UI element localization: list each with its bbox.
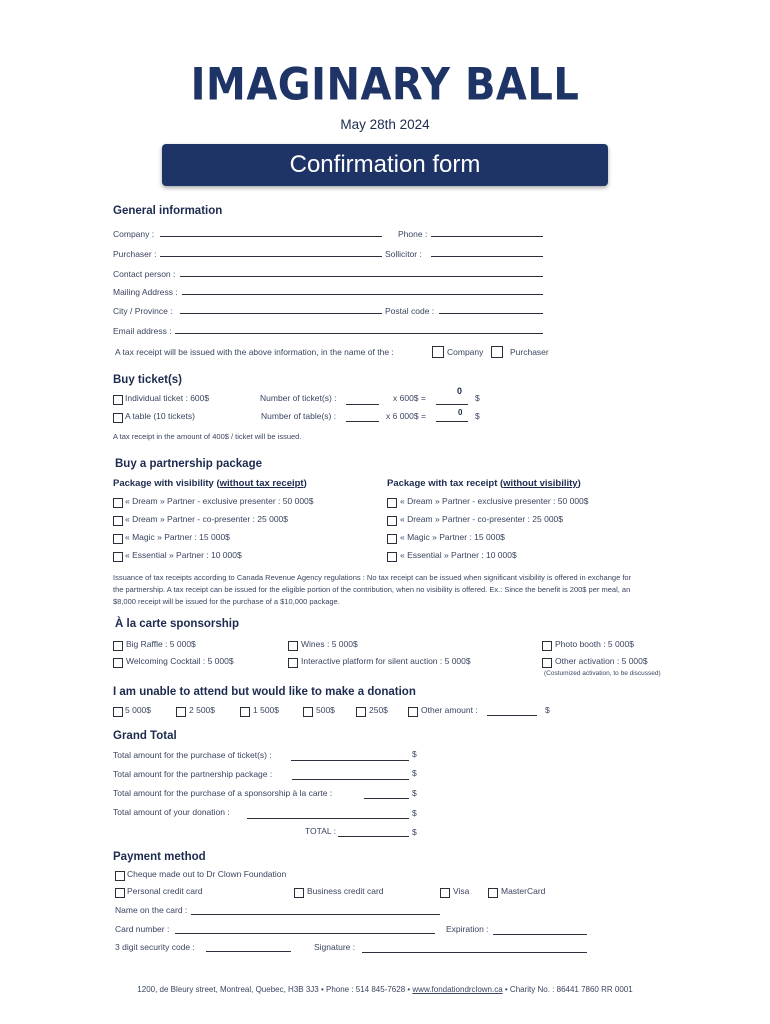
alacarte-label: Wines : 5 000$ <box>301 639 358 649</box>
tax-receipt-option-checkbox[interactable] <box>387 552 397 562</box>
total-row-field[interactable] <box>247 818 409 819</box>
donation-other-checkbox[interactable] <box>408 707 418 717</box>
donation-heading: I am unable to attend but would like to make a donation <box>113 686 416 698</box>
alacarte-checkbox[interactable] <box>113 641 123 651</box>
footer-website-link[interactable]: www.fondationdrclown.ca <box>412 985 503 994</box>
tax-receipt-option-label: « Magic » Partner : 15 000$ <box>400 532 505 542</box>
security-code-field[interactable] <box>206 951 291 952</box>
phone-field[interactable] <box>431 236 543 237</box>
donation-currency: $ <box>545 705 550 715</box>
visibility-option-label: « Essential » Partner : 10 000$ <box>125 550 242 560</box>
donation-checkbox[interactable] <box>176 707 186 717</box>
receipt-purchaser-checkbox[interactable] <box>491 346 503 358</box>
ticket-tax-note: A tax receipt in the amount of 400$ / ticket will be issued. <box>113 432 302 441</box>
donation-checkbox[interactable] <box>303 707 313 717</box>
table-checkbox[interactable] <box>113 413 123 423</box>
num-tickets-label: Number of ticket(s) : <box>260 393 337 403</box>
receipt-note: A tax receipt will be issued with the above information, in the name of the : <box>115 347 394 357</box>
purchaser-label: Purchaser : <box>113 249 157 259</box>
donation-label: 250$ <box>369 705 388 715</box>
receipt-company-label: Company <box>447 347 484 357</box>
contact-label: Contact person : <box>113 269 176 279</box>
total-row-currency: $ <box>412 768 417 778</box>
phone-label: Phone : <box>398 229 428 239</box>
city-label: City / Province : <box>113 306 173 316</box>
city-field[interactable] <box>180 313 382 314</box>
footer <box>0 985 770 994</box>
ticket-total-field[interactable] <box>436 404 468 405</box>
receipt-purchaser-label: Purchaser <box>510 347 549 357</box>
tax-receipt-option-label: « Dream » Partner - exclusive presenter : 50 000$ <box>400 496 589 506</box>
alacarte-note: (Costumized activation, to be discussed) <box>544 670 661 677</box>
tax-receipt-option-label: « Essential » Partner : 10 000$ <box>400 550 517 560</box>
table-total-field[interactable] <box>436 421 468 422</box>
card-number-label: Card number : <box>115 924 170 934</box>
tax-regulation-note: Issuance of tax receipts according to Canada Revenue Agency regulations : No tax receipt can be issued when significant visibility is offered in exchange for the partnership. A tax receipt can be issued for the eligible portion of the contribution, when no visibility is offered. Ex.: Since the benefit is 200$ per meal, an $8,000 receipt will be issued for the purchase of a $10,000 package. <box>113 573 632 606</box>
company-field[interactable] <box>160 236 382 237</box>
expiration-label: Expiration : <box>446 924 489 934</box>
alacarte-label: Photo booth : 5 000$ <box>555 639 634 649</box>
total-row-currency: $ <box>412 749 417 759</box>
business-card-label: Business credit card <box>307 886 384 896</box>
tax-receipt-option-label: « Dream » Partner - co-presenter : 25 000$ <box>400 514 563 524</box>
footer-charity: • Charity No. : 86441 7860 RR 0001 <box>502 985 633 994</box>
grand-total-currency: $ <box>412 827 417 837</box>
purchaser-field[interactable] <box>160 256 382 257</box>
total-row-field[interactable] <box>292 779 409 780</box>
grand-total-field[interactable] <box>338 836 409 837</box>
donation-checkbox[interactable] <box>113 707 123 717</box>
footer-address: 1200, de Bleury street, Montreal, Quebec, H3B 3J3 • Phone : 514 845-7628 • <box>137 985 413 994</box>
card-name-label: Name on the card : <box>115 905 188 915</box>
alacarte-checkbox[interactable] <box>288 641 298 651</box>
visibility-option-checkbox[interactable] <box>113 498 123 508</box>
company-label: Company : <box>113 229 155 239</box>
signature-label: Signature : <box>314 942 356 952</box>
visibility-option-label: « Dream » Partner - co-presenter : 25 000$ <box>125 514 288 524</box>
num-tickets-field[interactable] <box>346 404 379 405</box>
signature-field[interactable] <box>362 952 587 953</box>
card-name-field[interactable] <box>191 914 440 915</box>
expiration-field[interactable] <box>493 934 587 935</box>
donation-label: 2 500$ <box>189 705 215 715</box>
donation-label: 5 000$ <box>125 705 151 715</box>
partnership-heading: Buy a partnership package <box>115 458 262 470</box>
alacarte-label: Big Raffle : 5 000$ <box>126 639 196 649</box>
mailing-label: Mailing Address : <box>113 287 178 297</box>
total-row-currency: $ <box>412 788 417 798</box>
alacarte-label: Welcoming Cocktail : 5 000$ <box>126 656 234 666</box>
donation-other-field[interactable] <box>487 715 537 716</box>
table-currency: $ <box>475 411 480 421</box>
total-row-field[interactable] <box>364 798 409 799</box>
tax-receipt-package-title: Package with tax receipt (without visibility) <box>387 478 581 489</box>
donation-other-label: Other amount : <box>421 705 478 715</box>
total-row-currency: $ <box>412 808 417 818</box>
card-number-field[interactable] <box>175 933 435 934</box>
visibility-option-checkbox[interactable] <box>113 552 123 562</box>
donation-label: 500$ <box>316 705 335 715</box>
mastercard-checkbox[interactable] <box>488 888 498 898</box>
total-row-label: Total amount for the purchase of a sponsorship à la carte : <box>113 788 333 798</box>
ticket-total-value: 0 <box>457 386 463 396</box>
tax-receipt-option-checkbox[interactable] <box>387 516 397 526</box>
contact-field[interactable] <box>180 276 543 277</box>
total-row-label: Total amount for the purchase of ticket(s) : <box>113 750 272 760</box>
event-date: May 28th 2024 <box>340 117 430 132</box>
visibility-option-label: « Dream » Partner - exclusive presenter : 50 000$ <box>125 496 314 506</box>
personal-card-checkbox[interactable] <box>115 888 125 898</box>
visibility-option-checkbox[interactable] <box>113 516 123 526</box>
general-info-heading: General information <box>113 205 223 217</box>
num-tables-label: Number of table(s) : <box>261 411 337 421</box>
visibility-option-checkbox[interactable] <box>113 534 123 544</box>
individual-ticket-checkbox[interactable] <box>113 395 123 405</box>
alacarte-checkbox[interactable] <box>542 658 552 668</box>
total-row-label: Total amount for the partnership package : <box>113 769 273 779</box>
donation-label: 1 500$ <box>253 705 279 715</box>
visibility-package-title: Package with visibility (without tax receipt) <box>113 478 307 489</box>
alacarte-checkbox[interactable] <box>113 658 123 668</box>
table-total-value: 0 <box>458 408 463 417</box>
num-tables-field[interactable] <box>346 421 379 422</box>
postal-label: Postal code : <box>385 306 435 316</box>
alacarte-label: Other activation : 5 000$ <box>555 656 648 666</box>
total-row-field[interactable] <box>291 760 409 761</box>
donation-checkbox[interactable] <box>356 707 366 717</box>
visa-label: Visa <box>453 886 470 896</box>
business-card-checkbox[interactable] <box>294 888 304 898</box>
total-row-label: Total amount of your donation : <box>113 807 230 817</box>
mastercard-label: MasterCard <box>501 886 546 896</box>
sollicitor-label: Sollicitor : <box>385 249 422 259</box>
form-title-banner: Confirmation form <box>162 144 608 186</box>
donation-checkbox[interactable] <box>240 707 250 717</box>
individual-ticket-label: Individual ticket : 600$ <box>125 393 210 403</box>
sollicitor-field[interactable] <box>431 256 543 257</box>
mailing-field[interactable] <box>182 294 543 295</box>
tickets-heading: Buy ticket(s) <box>113 374 183 386</box>
alacarte-checkbox[interactable] <box>288 658 298 668</box>
ticket-multiplier: x 600$ = <box>393 393 426 403</box>
postal-field[interactable] <box>439 313 543 314</box>
cheque-label: Cheque made out to Dr Clown Foundation <box>127 869 287 879</box>
grand-total-heading: Grand Total <box>113 730 177 742</box>
table-label: A table (10 tickets) <box>125 411 195 421</box>
grand-total-label: TOTAL : <box>305 826 337 836</box>
security-code-label: 3 digit security code : <box>115 942 195 952</box>
ticket-currency: $ <box>475 393 480 403</box>
event-title: IMAGINARY BALL <box>190 59 580 111</box>
email-field[interactable] <box>175 333 543 334</box>
alacarte-checkbox[interactable] <box>542 641 552 651</box>
tax-receipt-option-checkbox[interactable] <box>387 498 397 508</box>
payment-heading: Payment method <box>113 851 206 863</box>
personal-card-label: Personal credit card <box>127 886 203 896</box>
email-label: Email address : <box>113 326 172 336</box>
alacarte-heading: À la carte sponsorship <box>115 618 239 630</box>
table-multiplier: x 6 000$ = <box>386 411 426 421</box>
tax-receipt-option-checkbox[interactable] <box>387 534 397 544</box>
cheque-checkbox[interactable] <box>115 871 125 881</box>
receipt-company-checkbox[interactable] <box>432 346 444 358</box>
alacarte-label: Interactive platform for silent auction : 5 000$ <box>301 656 471 666</box>
visa-checkbox[interactable] <box>440 888 450 898</box>
visibility-option-label: « Magic » Partner : 15 000$ <box>125 532 230 542</box>
